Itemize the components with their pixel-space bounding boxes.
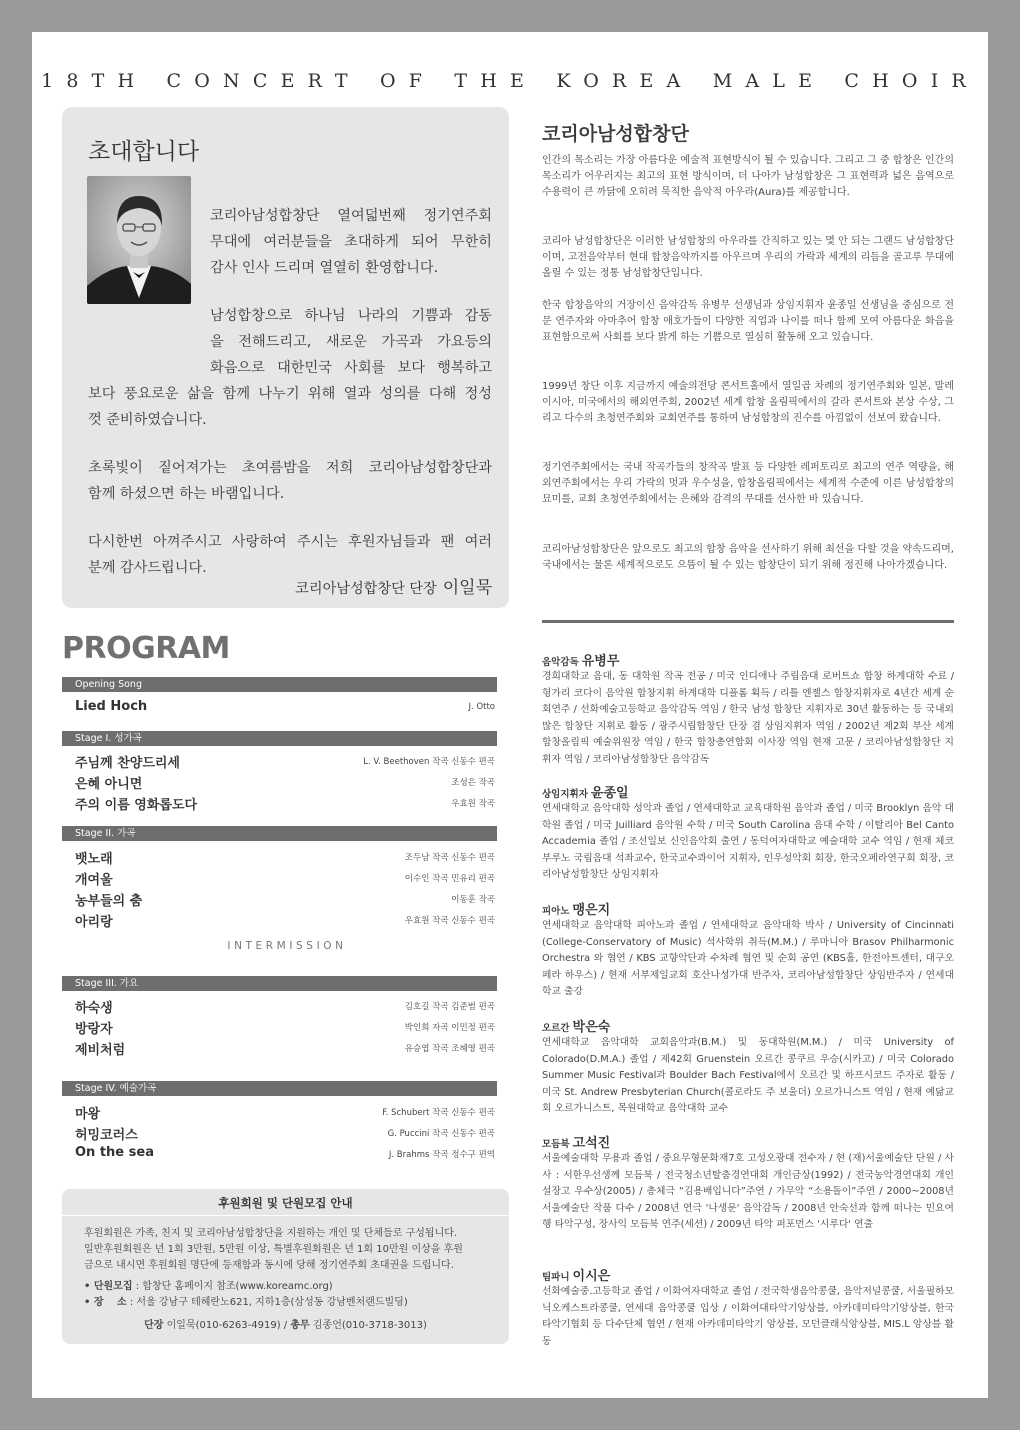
concert-brochure-page [32, 32, 988, 1398]
program-item [75, 848, 495, 868]
bio-heading [542, 782, 629, 801]
invitation-line: 무대에 여러분들을 초대하게 되어 무한히 [210, 234, 492, 250]
invitation-line: 화음으로 대한민국 사회를 보다 행복하고 [210, 360, 492, 376]
membership-line: 후원회원은 가족, 친지 및 코리아남성합창단을 지원하는 개인 및 단체들로 구성됩니다. [84, 1228, 458, 1239]
invitation-line: 을 전해드리고, 새로운 가곡과 가요등의 [210, 334, 492, 350]
leader-contact: 이일묵(010-6263-4919) / [166, 1320, 288, 1331]
program-item [75, 699, 495, 719]
song-title: 마왕 [75, 1107, 101, 1122]
song-title: 주의 이름 영화롭도다 [75, 798, 198, 813]
song-credit: F. Schubert 작곡 신동수 편곡 [382, 1108, 495, 1118]
program-item [75, 1018, 495, 1038]
recruit-value: : 합창단 홈페이지 참조(www.koreamc.org) [135, 1281, 333, 1292]
program-item [75, 752, 495, 772]
program-item [75, 773, 495, 793]
bio-name: 맹은지 [572, 903, 611, 918]
bio-role: 상임지휘자 [542, 789, 588, 800]
invitation-line: 초록빛이 짙어져가는 초여름밤을 저희 코리아남성합창단과 [88, 460, 492, 476]
invitation-box [62, 107, 509, 608]
song-title: Lied Hoch [75, 699, 148, 714]
invitation-title: 초대합니다 [88, 139, 200, 165]
bio-text: 연세대학교 음악대학 교회음악과(B.M.) 및 동대학원(M.M.) / 미국 University of Colorado(D.M.A.) 졸업 / 제42회 Gruenstein 오르간 콩쿠르 우승(시카고) / 미국 Colorado Summer Music Festival과 Boulder Bach Festival에서 오르간 및 하프시코드 주자로 활동 / 미국 St. Andrew Presbyterian Church(콜로라도 주 보울더) 오르가니스트 역임 / 현재 예닮교회 오르가니스트, 목원대학교 음악대학 교수 [542, 1037, 954, 1114]
recruit-line [84, 1277, 333, 1292]
program-title: PROGRAM [62, 631, 230, 666]
song-credit: J. Otto [468, 702, 495, 712]
page-header: 18TH CONCERT OF THE KOREA MALE CHOIR [41, 70, 979, 92]
song-credit: J. Brahms 작곡 정수구 편역 [388, 1150, 495, 1160]
about-paragraph: 코리아남성합창단은 앞으로도 최고의 합창 음악을 선사하기 위해 최선을 다할 것을 약속드리며, 국내에서는 물론 세계적으로도 으뜸이 될 수 있는 합창단이 되기 위해 정진해 나아가겠습니다. [542, 544, 954, 571]
invitation-line: 다시한번 아껴주시고 사랑하여 주시는 후원자님들과 팬 여러 [88, 534, 492, 550]
signature-name: 이일묵 [442, 578, 492, 598]
program-item [75, 1103, 495, 1123]
program-item [75, 997, 495, 1017]
bio-name: 이시은 [572, 1269, 611, 1284]
program-item [75, 890, 495, 910]
invitation-line: 코리아남성합창단 열여덟번째 정기연주회 [210, 208, 492, 224]
manager-label: 총무 [290, 1320, 310, 1331]
invitation-signature [295, 573, 492, 598]
about-title: 코리아남성합창단 [542, 123, 689, 145]
song-title: 아리랑 [75, 915, 113, 930]
membership-title: 후원회원 및 단원모집 안내 [218, 1196, 353, 1210]
membership-line: 일반후원회원은 년 1회 3만원, 5만원 이상, 특별후원회원은 년 1회 10만원 이상을 후원 [84, 1244, 463, 1255]
program-item [75, 1145, 495, 1165]
program-item [75, 911, 495, 931]
song-title: 하숙생 [75, 1001, 113, 1016]
song-credit: 우효원 작곡 신동수 편곡 [404, 916, 495, 926]
invitation-line: 남성합창으로 하나님 나라의 기쁨과 감동 [210, 308, 492, 324]
bio-heading [542, 899, 610, 918]
song-title: 주님께 찬양드리세 [75, 756, 180, 771]
program-item [75, 869, 495, 889]
director-portrait [87, 176, 191, 304]
about-paragraph: 코리아 남성합창단은 이러한 남성합창의 아우라를 간직하고 있는 몇 안 되는 그랜드 남성합창단이며, 고전음악부터 현대 합창음악까지를 아우르며 우리의 가락과 세계의 리듬을 골고루 무대에 올릴 수 있는 정통 남성합창단입니다. [542, 236, 954, 279]
invitation-line: 껏 준비하였습니다. [88, 412, 207, 428]
song-title: On the sea [75, 1145, 154, 1160]
bio-heading [542, 1016, 610, 1035]
song-title: 제비처럼 [75, 1043, 126, 1058]
signature-org: 코리아남성합창단 단장 [295, 581, 437, 597]
bio-text: 선화예술중.고등학교 졸업 / 이화여자대학교 졸업 / 전국학생음악콩쿨, 음악저널콩쿨, 서울필하모닉오케스트라콩쿨, 연세대 음악콩쿨 입상 / 이화여대타악기앙상블, 아카데미타악기앙상블, 한국 타악기협회 등 다수단체 협연 / 현재 아카데미타악기 앙상블, 모던클래식앙상블, MIS.L 앙상블 활동 [542, 1286, 954, 1347]
song-title: 뱃노래 [75, 852, 113, 867]
song-credit: 조성은 작곡 [451, 778, 495, 788]
about-paragraph: 정기연주회에서는 국내 작곡가들의 창작곡 발표 등 다양한 레퍼토리로 최고의 연주 역량을, 해외연주회에서는 우리 가락의 멋과 우수성을, 합창올림픽에서는 세계적 수준에 이른 남성합창의 묘미를, 교회 초청연주회에서는 은혜와 감격의 무대를 선사한 바 있습니다. [542, 462, 954, 505]
invitation-line: 보다 풍요로운 삶을 함께 나누기 위해 열과 성의를 다해 정성 [88, 386, 492, 402]
song-title: 개여울 [75, 873, 113, 888]
song-credit: 유승엽 작곡 조혜영 편곡 [404, 1044, 495, 1054]
section-divider [542, 620, 954, 623]
bio-role: 팀파니 [542, 1272, 570, 1283]
bio-name: 유병무 [581, 654, 620, 669]
stage-header-2: Stage II. 가곡 [62, 826, 497, 841]
intermission-label: INTERMISSION [227, 940, 347, 952]
contact-line [62, 1316, 509, 1331]
bio-text: 연세대학교 음악대학 피아노과 졸업 / 연세대학교 음악대학 박사 / University of Cincinnati (College-Conservatory of Music) 석사학위 취득(M.M.) / 루마니아 Brasov Philharmonic Orchestra 와 협연 / KBS 교향악단과 수차례 협연 및 순회 공연 (KBS홀, 한전아트센터, 대구오페라 하우스) / 현재 서부제일교회 호산나성가대 반주자, 코리아남성합창단 상임반주자 / 연세대학교 출강 [542, 920, 954, 997]
song-credit: 박인희 자곡 이민정 편곡 [404, 1023, 495, 1033]
stage-header-4: Stage IV. 예술가곡 [62, 1081, 497, 1096]
membership-divider [62, 1215, 509, 1216]
invitation-line: 감사 인사 드리며 열열히 환영합니다. [210, 260, 439, 276]
song-credit: G. Puccini 작곡 신동수 편곡 [387, 1129, 495, 1139]
bio-text: 서울예술대학 무용과 졸업 / 중요무형문화재7호 고성오광대 전수자 / 현 (재)서울예술단 단원 / 사사 : 서한우선생께 모듬북 / 전국청소년탈춤경연대회 개인금상(1992) / 전국농악경연대회 개인 설장고 우수상(2005) / 총체극 “김용배입니다”주연 / 가무악 “소용돌이”주연 / 2000~2008년 서울예술단 작품 다수 / 2008년 연극 '나생문' 음악감독 / 2008년 안숙선과 함께 떠나는 민요여행 타악구성, 장사익 모듬북 연주(세션) / 2009년 타악 퍼포먼스 '시루다' 연출 [542, 1153, 954, 1230]
stage-header-3: Stage III. 가요 [62, 976, 497, 991]
invitation-line: 함께 하셨으면 하는 바램입니다. [88, 486, 285, 502]
song-title: 방랑자 [75, 1022, 113, 1037]
bio-role: 음악감독 [542, 657, 579, 668]
bio-heading [542, 650, 619, 669]
song-title: 허밍코러스 [75, 1128, 138, 1143]
bio-text: 연세대학교 음악대학 성악과 졸업 / 연세대학교 교육대학원 음악과 졸업 / 미국 Brooklyn 음악 대학원 졸업 / 미국 Juilliard 음악원 수학 / 미국 South Carolina 음대 수학 / 이탈리아 Bel Canto Accademia 졸업 / 조선일보 신인음악회 출연 / 동덕여자대학교 예술대학 교수 역임 / 현재 체코 부루노 국립음대 석좌교수, 한국교수콰이어 지휘자, 인우성악회 회장, 한국오페라연구회 회장, 코리아남성합창단 상임지휘자 [542, 803, 954, 880]
place-value: : 서울 강남구 테헤란노621, 지하1층(삼성동 강남벤처랜드빌딩) [129, 1297, 408, 1308]
invitation-line: 분께 감사드립니다. [88, 560, 207, 576]
bio-text: 경희대학교 음대, 동 대학원 작곡 전공 / 미국 인디애나 주립음대 로버트쇼 합창 하계대학 수료 / 헝가리 코다이 음악원 합창지휘 하계대학 디플롬 획득 / 리틀 엔젤스 합창지휘자로 4년간 세계 순회연주 / 선화예술고등학교 음악감독 역임 / 한국 남성 합창단 지휘자로 30년 활동하는 등 국내외 많은 합창단 지휘로 활동 / 광주시립합창단 단장 겸 상임지휘자 역임 / 2002년 제2회 부산 세계합창올림픽 예술위원장 역임 / 한국 합창총연합회 이사장 역임 현재 고문 / 코리아남성합창단 지휘자 역임 / 코리아남성합창단 음악감독 [542, 671, 955, 765]
song-credit: 우효원 작곡 [451, 799, 495, 809]
bio-name: 윤종일 [590, 786, 629, 801]
bio-role: 모듬북 [542, 1139, 570, 1150]
program-item [75, 1124, 495, 1144]
song-credit: 이동훈 작곡 [451, 895, 495, 905]
membership-box [62, 1189, 509, 1344]
bio-heading [542, 1132, 610, 1151]
place-line [84, 1293, 408, 1308]
song-credit: 김호길 작곡 김준범 편곡 [404, 1002, 495, 1012]
program-item [75, 794, 495, 814]
manager-contact: 김종언(010-3718-3013) [312, 1320, 427, 1331]
song-credit: L. V. Beethoven 작곡 신동수 편곡 [363, 757, 495, 767]
bio-name: 고석진 [572, 1136, 611, 1151]
song-credit: 조두남 작곡 신동수 편곡 [404, 853, 495, 863]
bio-role: 오르간 [542, 1023, 570, 1034]
stage-header-1: Stage I. 성가곡 [62, 731, 497, 746]
about-paragraph: 1999년 창단 이후 지금까지 예술의전당 콘서트홀에서 열일곱 차례의 정기연주회와 일본, 말레이시아, 미국에서의 해외연주회, 2002년 세계 합창 올림픽에서의 갈라 콘서트와 본상 수상, 그리고 다수의 초청연주회와 교회연주를 통하여 남성합창의 진수를 아낌없이 선보여 왔습니다. [542, 381, 954, 424]
place-label: • 장 소 [84, 1297, 127, 1308]
song-credit: 이수인 작곡 민유리 편곡 [404, 874, 495, 884]
program-item [75, 1039, 495, 1059]
bio-name: 박은숙 [572, 1020, 611, 1035]
about-paragraph: 한국 합창음악의 거장이신 음악감독 유병무 선생님과 상임지휘자 윤종일 선생님을 중심으로 전문 연주자와 아마추어 합창 애호가들이 다양한 직업과 나이를 떠나 함께 모여 아름다운 화음을 표현함으로써 사회를 보다 밝게 하는 기쁨으로 열심히 활동해 오고 있습니다. [542, 300, 954, 343]
leader-label: 단장 [144, 1320, 164, 1331]
recruit-label: • 단원모집 [84, 1281, 133, 1292]
about-paragraph: 인간의 목소리는 가장 아름다운 예술적 표현방식이 될 수 있습니다. 그리고 그 중 합창은 인간의 목소리가 어우러지는 최고의 표현 방식이며, 더 나아가 남성합창은 그 표현력과 넓은 음역으로 수용력이 큰 까닭에 오히려 묵직한 음악적 아우라(Aura)를 제공합니다. [542, 155, 954, 198]
stage-header-opening: Opening Song [62, 677, 497, 692]
song-title: 농부들의 춤 [75, 894, 143, 909]
bio-role: 피아노 [542, 906, 570, 917]
membership-line: 금으로 내시면 후원회원 명단에 등재함과 동시에 당해 정기연주회 초대권을 드립니다. [84, 1260, 454, 1271]
song-title: 은혜 아니면 [75, 777, 143, 792]
bio-heading [542, 1265, 610, 1284]
